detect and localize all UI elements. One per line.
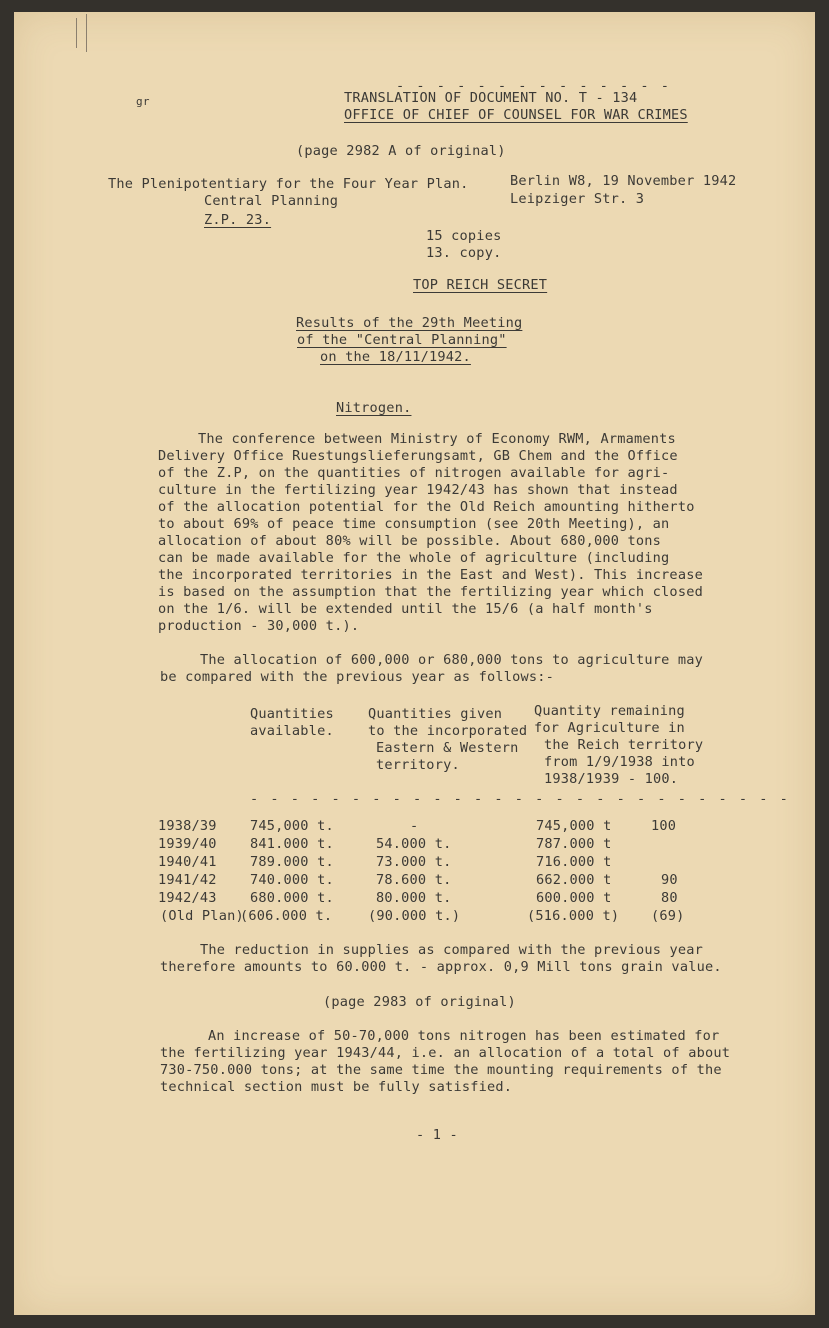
- paragraph-line: Delivery Office Ruestungslieferungsamt, GB Chem and the Office: [158, 448, 678, 464]
- table-cell-available: (606.000 t.: [240, 908, 333, 924]
- paragraph-line: 730-750.000 tons; at the same time the mounting requirements of the: [160, 1062, 722, 1078]
- meeting-title-line-2: of the "Central Planning": [297, 332, 507, 348]
- column-header-remaining: 1938/1939 - 100.: [544, 771, 679, 787]
- initials: gr: [136, 95, 150, 108]
- column-header-remaining: Quantity remaining: [534, 703, 685, 719]
- pin-mark: [76, 18, 77, 48]
- table-cell-index: 90: [661, 872, 678, 888]
- table-cell-index: 80: [661, 890, 678, 906]
- meeting-title-line-3: on the 18/11/1942.: [320, 349, 471, 365]
- paragraph-line: The allocation of 600,000 or 680,000 tons to agriculture may: [200, 652, 704, 668]
- table-cell-available: 680.000 t.: [250, 890, 334, 906]
- paragraph-line: of the Z.P, on the quantities of nitrogen available for agri-: [158, 465, 670, 481]
- table-cell-remaining: 716.000 t: [536, 854, 612, 870]
- copies-count: 15 copies: [426, 228, 502, 244]
- table-cell-remaining: (516.000 t): [527, 908, 620, 924]
- paragraph-line: of the allocation potential for the Old Reich amounting hitherto: [158, 499, 695, 515]
- pin-mark: [86, 14, 87, 52]
- table-cell-remaining: 662.000 t: [536, 872, 612, 888]
- table-cell-incorporated: 54.000 t.: [376, 836, 452, 852]
- table-cell-incorporated: 80.000 t.: [376, 890, 452, 906]
- column-header-incorporated: Quantities given: [368, 706, 503, 722]
- column-header-available: available.: [250, 723, 334, 739]
- column-header-remaining: the Reich territory: [544, 737, 704, 753]
- table-cell-year: 1941/42: [158, 872, 217, 888]
- paragraph-line: The reduction in supplies as compared with the previous year: [200, 942, 704, 958]
- table-cell-available: 789.000 t.: [250, 854, 334, 870]
- table-cell-year: 1938/39: [158, 818, 217, 834]
- table-cell-remaining: 787.000 t: [536, 836, 612, 852]
- document-title: TRANSLATION OF DOCUMENT NO. T - 134: [344, 90, 638, 106]
- office-title: OFFICE OF CHIEF OF COUNSEL FOR WAR CRIMES: [344, 107, 688, 123]
- sender-line-1: The Plenipotentiary for the Four Year Plan.: [108, 176, 469, 192]
- page-number: - 1 -: [416, 1127, 458, 1143]
- table-cell-available: 841.000 t.: [250, 836, 334, 852]
- table-cell-available: 740.000 t.: [250, 872, 334, 888]
- table-cell-remaining: 745,000 t: [536, 818, 612, 834]
- page-reference: (page 2983 of original): [323, 994, 516, 1010]
- table-cell-incorporated: (90.000 t.): [368, 908, 461, 924]
- header-rule: - - - - - - - - - - - - - -: [396, 78, 671, 94]
- table-cell-incorporated: -: [410, 818, 419, 834]
- table-cell-index: 100: [651, 818, 677, 834]
- paragraph-line: production - 30,000 t.).: [158, 618, 360, 634]
- column-header-incorporated: to the incorporated: [368, 723, 528, 739]
- place-date: Berlin W8, 19 November 1942: [510, 173, 737, 189]
- sender-line-3: Z.P. 23.: [204, 212, 272, 228]
- column-header-incorporated: territory.: [376, 757, 460, 773]
- page-reference: (page 2982 A of original): [296, 143, 506, 159]
- sender-line-2: Central Planning: [204, 193, 339, 209]
- table-cell-incorporated: 73.000 t.: [376, 854, 452, 870]
- table-cell-year: 1940/41: [158, 854, 217, 870]
- meeting-title-line-1: Results of the 29th Meeting: [296, 315, 523, 331]
- table-cell-year: 1939/40: [158, 836, 217, 852]
- table-cell-year: 1942/43: [158, 890, 217, 906]
- table-rule: - - - - - - - - - - - - - - - - - - - - - - - - - - -: [250, 791, 790, 807]
- column-header-remaining: from 1/9/1938 into: [544, 754, 695, 770]
- paragraph-line: technical section must be fully satisfied.: [160, 1079, 513, 1095]
- paragraph-line: be compared with the previous year as follows:-: [160, 669, 555, 685]
- table-cell-year: (Old Plan): [160, 908, 244, 924]
- paragraph-line: can be made available for the whole of agriculture (including: [158, 550, 670, 566]
- column-header-remaining: for Agriculture in: [534, 720, 685, 736]
- table-cell-incorporated: 78.600 t.: [376, 872, 452, 888]
- table-cell-available: 745,000 t.: [250, 818, 334, 834]
- section-title: Nitrogen.: [336, 400, 412, 416]
- paragraph-line: An increase of 50-70,000 tons nitrogen has been estimated for: [208, 1028, 720, 1044]
- paragraph-line: the fertilizing year 1943/44, i.e. an allocation of a total of about: [160, 1045, 731, 1061]
- table-cell-remaining: 600.000 t: [536, 890, 612, 906]
- paragraph-line: culture in the fertilizing year 1942/43 has shown that instead: [158, 482, 678, 498]
- paragraph-line: on the 1/6. will be extended until the 15/6 (a half month's: [158, 601, 653, 617]
- paragraph-line: the incorporated territories in the East and West). This increase: [158, 567, 703, 583]
- street-address: Leipziger Str. 3: [510, 191, 645, 207]
- classification: TOP REICH SECRET: [413, 277, 548, 293]
- paragraph-line: is based on the assumption that the fertilizing year which closed: [158, 584, 703, 600]
- column-header-incorporated: Eastern & Western: [376, 740, 519, 756]
- paragraph-line: to about 69% of peace time consumption (see 20th Meeting), an: [158, 516, 670, 532]
- column-header-available: Quantities: [250, 706, 334, 722]
- table-cell-index: (69): [651, 908, 685, 924]
- paragraph-line: The conference between Ministry of Economy RWM, Armaments: [198, 431, 676, 447]
- paragraph-line: allocation of about 80% will be possible. About 680,000 tons: [158, 533, 662, 549]
- copy-number: 13. copy.: [426, 245, 502, 261]
- paragraph-line: therefore amounts to 60.000 t. - approx. 0,9 Mill tons grain value.: [160, 959, 722, 975]
